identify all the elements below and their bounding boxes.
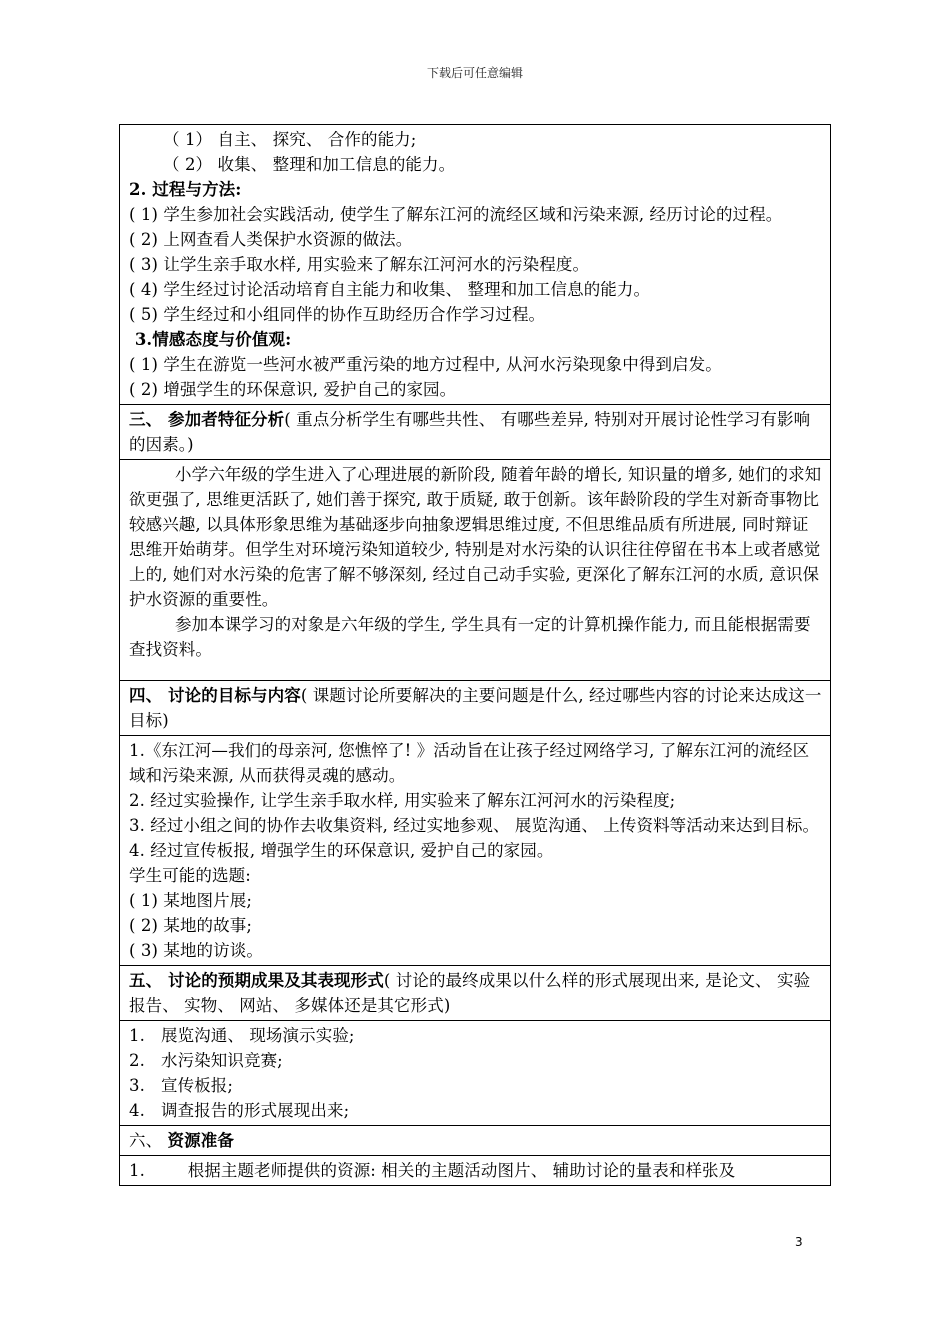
- list-item: 学生可能的选题:: [129, 866, 251, 885]
- page-number: 3: [795, 1235, 803, 1249]
- list-item: ( 5) 学生经过和小组同伴的协作互助经历合作学习过程。: [129, 305, 546, 324]
- table-row: [120, 1021, 831, 1126]
- section-heading-number: 六、: [129, 1131, 168, 1150]
- section-heading-cell: [120, 405, 831, 460]
- section-heading-title: 资源准备: [167, 1131, 234, 1150]
- section-subheading: 2. 过程与方法:: [129, 180, 242, 199]
- section-subheading: 3.情感态度与价值观:: [129, 330, 292, 349]
- list-item: ( 1) 学生在游览一些河水被严重污染的地方过程中, 从河水污染现象中得到启发。: [129, 355, 722, 374]
- paragraph: 参加本课学习的对象是六年级的学生, 学生具有一定的计算机操作能力, 而且能根据需要查找资料。: [129, 615, 811, 659]
- list-item: 4. 经过宣传板报, 增强学生的环保意识, 爱护自己的家园。: [129, 841, 554, 860]
- list-item: 4. 调查报告的形式展现出来;: [129, 1101, 350, 1120]
- section-heading-title: 四、 讨论的目标与内容: [129, 686, 301, 705]
- section-heading-cell: [120, 681, 831, 736]
- list-item: ( 1) 学生参加社会实践活动, 使学生了解东江河的流经区域和污染来源, 经历讨论的过程。: [129, 205, 783, 224]
- section-heading-note: ( 重点分析学生有哪些共性、 有哪些差异, 特别对开展讨论性学习有影响的因素。): [129, 410, 811, 454]
- list-item: ( 3) 让学生亲手取水样, 用实验来了解东江河河水的污染程度。: [129, 255, 590, 274]
- list-item: （ 2） 收集、 整理和加工信息的能力。: [163, 155, 456, 174]
- list-item: ( 4) 学生经过讨论活动培育自主能力和收集、 整理和加工信息的能力。: [129, 280, 651, 299]
- resources-cell: [120, 1156, 831, 1186]
- header-note: 下载后可任意编辑: [426, 66, 523, 80]
- table-row: [120, 736, 831, 966]
- section-heading-title: 三、 参加者特征分析: [129, 410, 285, 429]
- table-row: [120, 1126, 831, 1156]
- list-item: 1. 展览沟通、 现场演示实验;: [129, 1026, 355, 1045]
- section-heading-cell: [120, 1126, 831, 1156]
- learner-analysis-cell: [120, 460, 831, 681]
- paragraph: 小学六年级的学生进入了心理进展的新阶段, 随着年龄的增长, 知识量的增多, 她们的求知欲更强了, 思维更活跃了, 她们善于探究, 敢于质疑, 敢于创新。该年龄阶段的学生对新奇事物比较感兴趣, 以具体形象思维为基础逐步向抽象逻辑思维过度, 不但思维品质有所进展, 同时辩证思维开始萌芽。但学生对环境污染知道较少, 特别是对水污染的认识往往停留在书本上或者感觉上的, 她们对水污染的危害了解不够深刻, 经过自己动手实验, 更深化了解东江河的水质, 意识保护水资源的重要性。: [129, 465, 822, 609]
- list-item: 3. 经过小组之间的协作去收集资料, 经过实地参观、 展览沟通、 上传资料等活动来达到目标。: [129, 816, 820, 835]
- list-item: 1.《东江河—我们的母亲河, 您憔悴了! 》活动旨在让孩子经过网络学习, 了解东江河的流经区域和污染来源, 从而获得灵魂的感动。: [129, 741, 810, 785]
- table-row: [120, 125, 831, 405]
- list-item: （ 1） 自主、 探究、 合作的能力;: [163, 130, 417, 149]
- list-item: 1. 根据主题老师提供的资源: 相关的主题活动图片、 辅助讨论的量表和样张及: [129, 1161, 736, 1180]
- table-row: [120, 966, 831, 1021]
- outcomes-cell: [120, 1021, 831, 1126]
- section-heading-title: 五、 讨论的预期成果及其表现形式: [129, 971, 384, 990]
- lesson-plan-table: [119, 124, 831, 1186]
- section-heading-cell: [120, 966, 831, 1021]
- goals-cell: [120, 736, 831, 966]
- section-heading-note: ( 讨论的最终成果以什么样的形式展现出来, 是论文、 实验报告、 实物、 网站、 多媒体还是其它形式): [129, 971, 811, 1015]
- list-item: 2. 水污染知识竞赛;: [129, 1051, 283, 1070]
- section-heading-note: ( 课题讨论所要解决的主要问题是什么, 经过哪些内容的讨论来达成这一目标): [129, 686, 822, 730]
- table-row: [120, 681, 831, 736]
- objectives-cell: [120, 125, 831, 405]
- table-row: [120, 460, 831, 681]
- table-row: [120, 1156, 831, 1186]
- list-item: ( 3) 某地的访谈。: [129, 941, 263, 960]
- list-item: ( 1) 某地图片展;: [129, 891, 253, 910]
- list-item: ( 2) 上网查看人类保护水资源的做法。: [129, 230, 413, 249]
- list-item: 2. 经过实验操作, 让学生亲手取水样, 用实验来了解东江河河水的污染程度;: [129, 791, 676, 810]
- list-item: 3. 宣传板报;: [129, 1076, 234, 1095]
- list-item: ( 2) 增强学生的环保意识, 爱护自己的家园。: [129, 380, 457, 399]
- table-row: [120, 405, 831, 460]
- list-item: ( 2) 某地的故事;: [129, 916, 253, 935]
